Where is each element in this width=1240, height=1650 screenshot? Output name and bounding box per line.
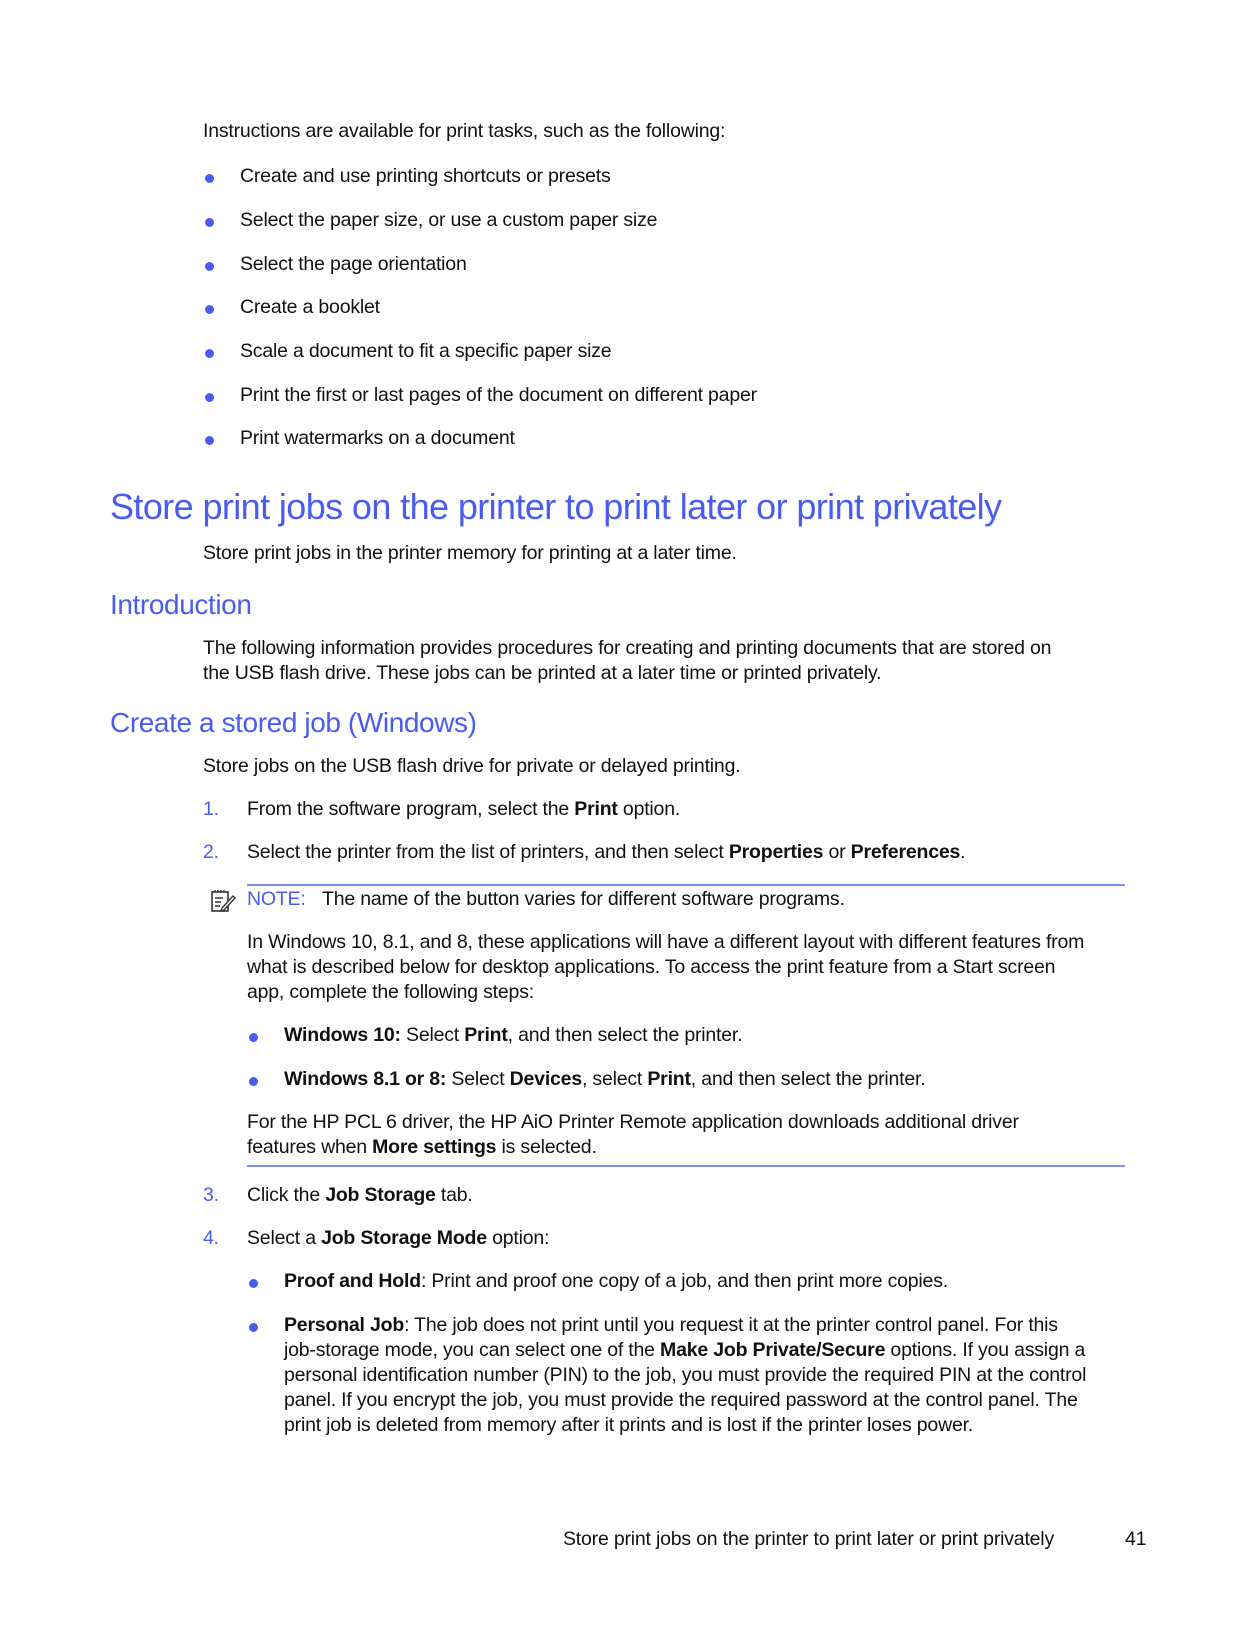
note-label: NOTE:	[247, 888, 306, 910]
step-text-part: tab.	[435, 1184, 473, 1206]
introduction-line-1: The following information provides procedures for creating and printing documents that are stored on	[203, 637, 1052, 659]
step-number: 4.	[203, 1227, 219, 1249]
footer-title: Store print jobs on the printer to print later or print privately	[563, 1528, 1054, 1550]
ui-term: Preferences	[850, 841, 961, 863]
section-title: Store print jobs on the printer to print later or print privately	[110, 486, 1002, 527]
note-bottom-rule	[247, 1165, 1125, 1167]
step-text	[247, 1183, 473, 1208]
text-part: : Print and proof one copy of a job, and then print more copies.	[420, 1270, 948, 1292]
bullet-icon	[205, 174, 214, 183]
text-part: , and then select the printer.	[507, 1024, 743, 1046]
text-part: job-storage mode, you can select one of the	[284, 1339, 661, 1361]
note-bullet-text	[284, 1023, 742, 1048]
mode-text-line: print job is deleted from memory after it prints and is lost if the printer loses power.	[284, 1414, 974, 1436]
task-text: Create a booklet	[240, 296, 380, 318]
task-text: Create and use printing shortcuts or presets	[240, 165, 611, 187]
ui-term: Print	[464, 1024, 508, 1046]
bullet-icon	[205, 218, 214, 227]
mode-text-line	[284, 1313, 1058, 1338]
step-text	[247, 1226, 549, 1251]
bullet-icon	[249, 1077, 258, 1086]
text-part: : The job does not print until you request it at the printer control panel. For this	[404, 1314, 1058, 1336]
note-text: The name of the button varies for different software programs.	[322, 888, 845, 910]
ui-term: More settings	[372, 1136, 497, 1158]
mode-text	[284, 1269, 948, 1294]
note-paragraph-line: app, complete the following steps:	[247, 981, 534, 1003]
mode-text-line: personal identification number (PIN) to the job, you must provide the required PIN at the control	[284, 1364, 1087, 1386]
intro-text: Instructions are available for print tasks, such as the following:	[203, 120, 726, 142]
note-paragraph-line	[247, 1135, 597, 1160]
step-text-part: Click the	[247, 1184, 326, 1206]
text-part: , and then select the printer.	[690, 1068, 926, 1090]
ui-term: Devices	[509, 1068, 582, 1090]
text-part: options. If you assign a	[885, 1339, 1086, 1361]
step-number: 2.	[203, 841, 219, 863]
text-part: is selected.	[496, 1136, 597, 1158]
create-job-summary: Store jobs on the USB flash drive for private or delayed printing.	[203, 755, 741, 777]
create-job-heading: Create a stored job (Windows)	[110, 707, 477, 738]
task-text: Select the page orientation	[240, 253, 467, 275]
note-bullet-text	[284, 1067, 925, 1092]
bullet-icon	[205, 436, 214, 445]
ui-term: Proof and Hold	[284, 1270, 421, 1292]
step-number: 3.	[203, 1184, 219, 1206]
text-part: Select	[400, 1024, 465, 1046]
text-part: Select	[446, 1068, 510, 1090]
section-summary: Store print jobs in the printer memory for printing at a later time.	[203, 542, 737, 564]
task-text: Print the first or last pages of the document on different paper	[240, 384, 757, 406]
bullet-icon	[205, 305, 214, 314]
step-text	[247, 840, 965, 865]
step-text-part: .	[960, 841, 966, 863]
ui-term: Personal Job	[284, 1314, 405, 1336]
ui-term: Make Job Private/Secure	[660, 1339, 886, 1361]
bullet-icon	[205, 393, 214, 402]
text-part: , select	[581, 1068, 648, 1090]
bullet-icon	[205, 349, 214, 358]
step-text	[247, 797, 680, 822]
bullet-icon	[249, 1323, 258, 1332]
step-text-part: option:	[486, 1227, 550, 1249]
note-paragraph-line: In Windows 10, 8.1, and 8, these applications will have a different layout with different features from	[247, 931, 1085, 953]
introduction-heading: Introduction	[110, 589, 252, 620]
mode-text-line: panel. If you encrypt the job, you must provide the required password at the control panel. The	[284, 1389, 1078, 1411]
introduction-line-2: the USB flash drive. These jobs can be printed at a later time or printed privately.	[203, 662, 882, 684]
step-text-part: From the software program, select the	[247, 798, 575, 820]
ui-term: Job Storage	[325, 1184, 436, 1206]
step-text-part: Select the printer from the list of printers, and then select	[247, 841, 729, 863]
bullet-icon	[249, 1279, 258, 1288]
ui-term: Print	[647, 1068, 691, 1090]
mode-text-line	[284, 1338, 1085, 1363]
bullet-icon	[249, 1033, 258, 1042]
page-number: 41	[1125, 1528, 1147, 1550]
step-text-part: Select a	[247, 1227, 322, 1249]
text-part: features when	[247, 1136, 373, 1158]
bullet-icon	[205, 262, 214, 271]
task-text: Scale a document to fit a specific paper size	[240, 340, 612, 362]
ui-term: Job Storage Mode	[321, 1227, 487, 1249]
note-paragraph-line: what is described below for desktop applications. To access the print feature from a Start screen	[247, 956, 1056, 978]
task-text: Print watermarks on a document	[240, 427, 515, 449]
note-pencil-icon	[210, 888, 236, 914]
step-text-part: option.	[617, 798, 681, 820]
ui-term: Windows 8.1 or 8:	[284, 1068, 447, 1090]
task-text: Select the paper size, or use a custom paper size	[240, 209, 658, 231]
step-text-part: or	[823, 841, 851, 863]
ui-term: Properties	[728, 841, 824, 863]
ui-term: Print	[574, 798, 618, 820]
note-top-rule	[247, 884, 1125, 886]
step-number: 1.	[203, 798, 219, 820]
ui-term: Windows 10:	[284, 1024, 401, 1046]
note-paragraph-line: For the HP PCL 6 driver, the HP AiO Printer Remote application downloads additional driver	[247, 1111, 1019, 1133]
